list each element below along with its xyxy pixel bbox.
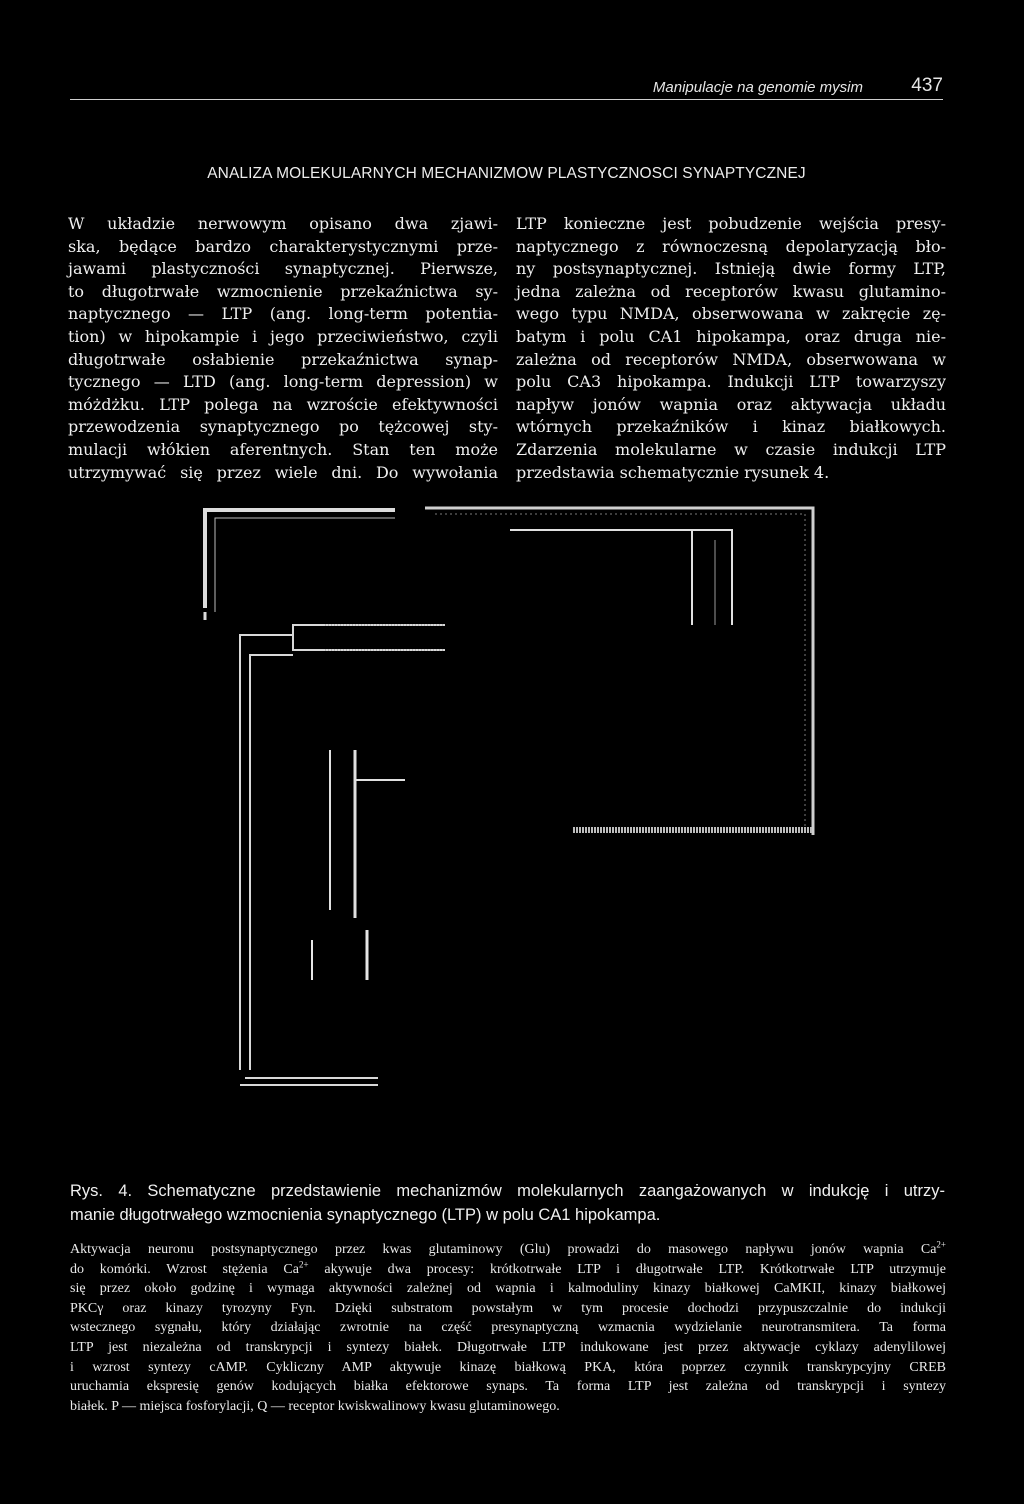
text-line: jedna zależna od receptorów kwasu glutamino- [516, 281, 946, 301]
section-heading: ANALIZA MOLEKULARNYCH MECHANIZMOW PLASTYCZNOSCI SYNAPTYCZNEJ [207, 165, 806, 182]
caption-line: Rys. 4. Schematyczne przedstawienie mechanizmów molekularnych zaangażowanych w indukcję i utrzy- [70, 1182, 945, 1200]
figure-caption [70, 1180, 945, 1227]
receptor-block-inner [250, 655, 293, 1070]
hatched-region [325, 625, 445, 650]
text-line: naptycznego z równoczesną depolaryzacją bło- [516, 236, 946, 256]
text-line: to długotrwałe wzmocnienie przekaźnictwa sy- [68, 281, 498, 301]
description-line: uruchamia ekspresię genów kodujących białka efektorowe synaps. Ta forma LTP jest zależna od transkrypcji i syntezy [70, 1379, 946, 1395]
text-line: naptycznego — LTP (ang. long-term potentia- [68, 304, 498, 324]
text-line: W układzie nerwowym opisano dwa zjawi- [68, 214, 498, 233]
body-right-column [516, 213, 946, 484]
body-left-column [68, 213, 498, 484]
text-line: ska, będące bardzo charakterystycznymi prze- [68, 236, 498, 256]
text-line: wtórnych przekaźników i kinaz białkowych. [516, 417, 946, 437]
cell-outline-top-left [205, 510, 395, 608]
text-line: tycznego — LTD (ang. long-term depression) w [68, 372, 498, 392]
text-line: tion) w hipokampie i jego przeciwieństwo, czyli [68, 326, 498, 346]
text-line: wego typu NMDA, obserwowana w zakręcie zę- [516, 304, 946, 324]
figure-description [70, 1240, 946, 1416]
text-line: LTP konieczne jest pobudzenie wejścia presy- [516, 214, 946, 233]
text-line: polu CA3 hipokampa. Indukcji LTP towarzyszy [516, 372, 946, 392]
cell-outline-top-left-inner [215, 518, 395, 612]
schematic-drawing [195, 500, 820, 1110]
description-line: wstecznego sygnału, który działając zwrotnie na część presynaptyczną wzmacnia wydzielanie neurotransmitera. Ta forma [70, 1320, 946, 1336]
text-line: napływ jonów wapnia oraz aktywacja układu [516, 394, 946, 414]
superscript-charge: 2+ [936, 1239, 946, 1250]
description-line: się przez około godzinę i wymaga aktywności zależnej od wapnia i kalmoduliny kinazy białkowej CaMKII, kinazy białkowej [70, 1281, 946, 1297]
text-line: ny postsynaptycznej. Istnieją dwie formy LTP, [516, 259, 946, 279]
superscript-charge: 2+ [298, 1258, 309, 1269]
description-line: PKCγ oraz kinazy tyrozyny Fyn. Dzięki substratom powstałym w tym procesie dochodzi przypuszczalnie do indukcji [70, 1300, 946, 1316]
text-line: mulacji włókien aferentnych. Stan ten może [68, 439, 498, 459]
description-text: akywuje dwa procesy: krótkotrwałe LTP i długotrwałe LTP. Krótkotrwałe LTP utrzymuje [308, 1261, 946, 1277]
description-line: białek. P — miejsca fosforylacji, Q — receptor kwiskwalinowy kwasu glutaminowego. [70, 1398, 560, 1414]
figure-4-schematic [195, 500, 820, 1110]
running-title: Manipulacje na genomie mysim [652, 79, 863, 96]
text-line: jawami plastyczności synaptycznej. Pierwsze, [68, 259, 498, 279]
channel-pipe-outer [510, 530, 732, 625]
description-text: Aktywacja neuronu postsynaptycznego przez kwas glutaminowy (Glu) prowadzi do masowego napływu jonów wapnia Ca [70, 1242, 937, 1257]
text-line: móżdżku. LTP polega na wzroście efektywności [68, 394, 498, 414]
caption-line: manie długotrwałego wzmocnienia synaptycznego (LTP) w polu CA1 hipokampa. [70, 1205, 661, 1224]
text-line: utrzymywać się przez wiele dni. Do wywołania [68, 462, 498, 482]
text-line: długotrwałe osłabienie przekaźnictwa synap- [68, 349, 498, 369]
receptor-block [240, 625, 445, 1070]
text-line: zależna od receptorów NMDA, obserwowana w [516, 349, 946, 369]
cell-outline-top-right [425, 508, 813, 835]
description-text: do komórki. Wzrost stężenia Ca [70, 1261, 299, 1277]
text-line: przewodzenia synaptycznego po tężcowej sty- [68, 417, 498, 437]
description-line [70, 1240, 946, 1260]
description-line: i wzrost syntezy cAMP. Cykliczny AMP aktywuje kinazę białkową PKA, która poprzez czynnik transkrypcyjny CREB [70, 1359, 946, 1375]
page-number: 437 [911, 75, 943, 96]
text-line: przedstawia schematycznie rysunek 4. [516, 462, 830, 482]
description-line [70, 1260, 946, 1280]
text-line: batym i polu CA1 hipokampa, oraz druga nie- [516, 326, 946, 346]
text-line: Zdarzenia molekularne w czasie indukcji LTP [516, 439, 946, 459]
cell-outline-top-right-inner [435, 514, 805, 830]
running-head [70, 77, 943, 100]
description-line: LTP jest niezależna od transkrypcji i syntezy białek. Długotrwałe LTP indukowane jest przez aktywacje cyklazy adenylilowej [70, 1339, 946, 1355]
